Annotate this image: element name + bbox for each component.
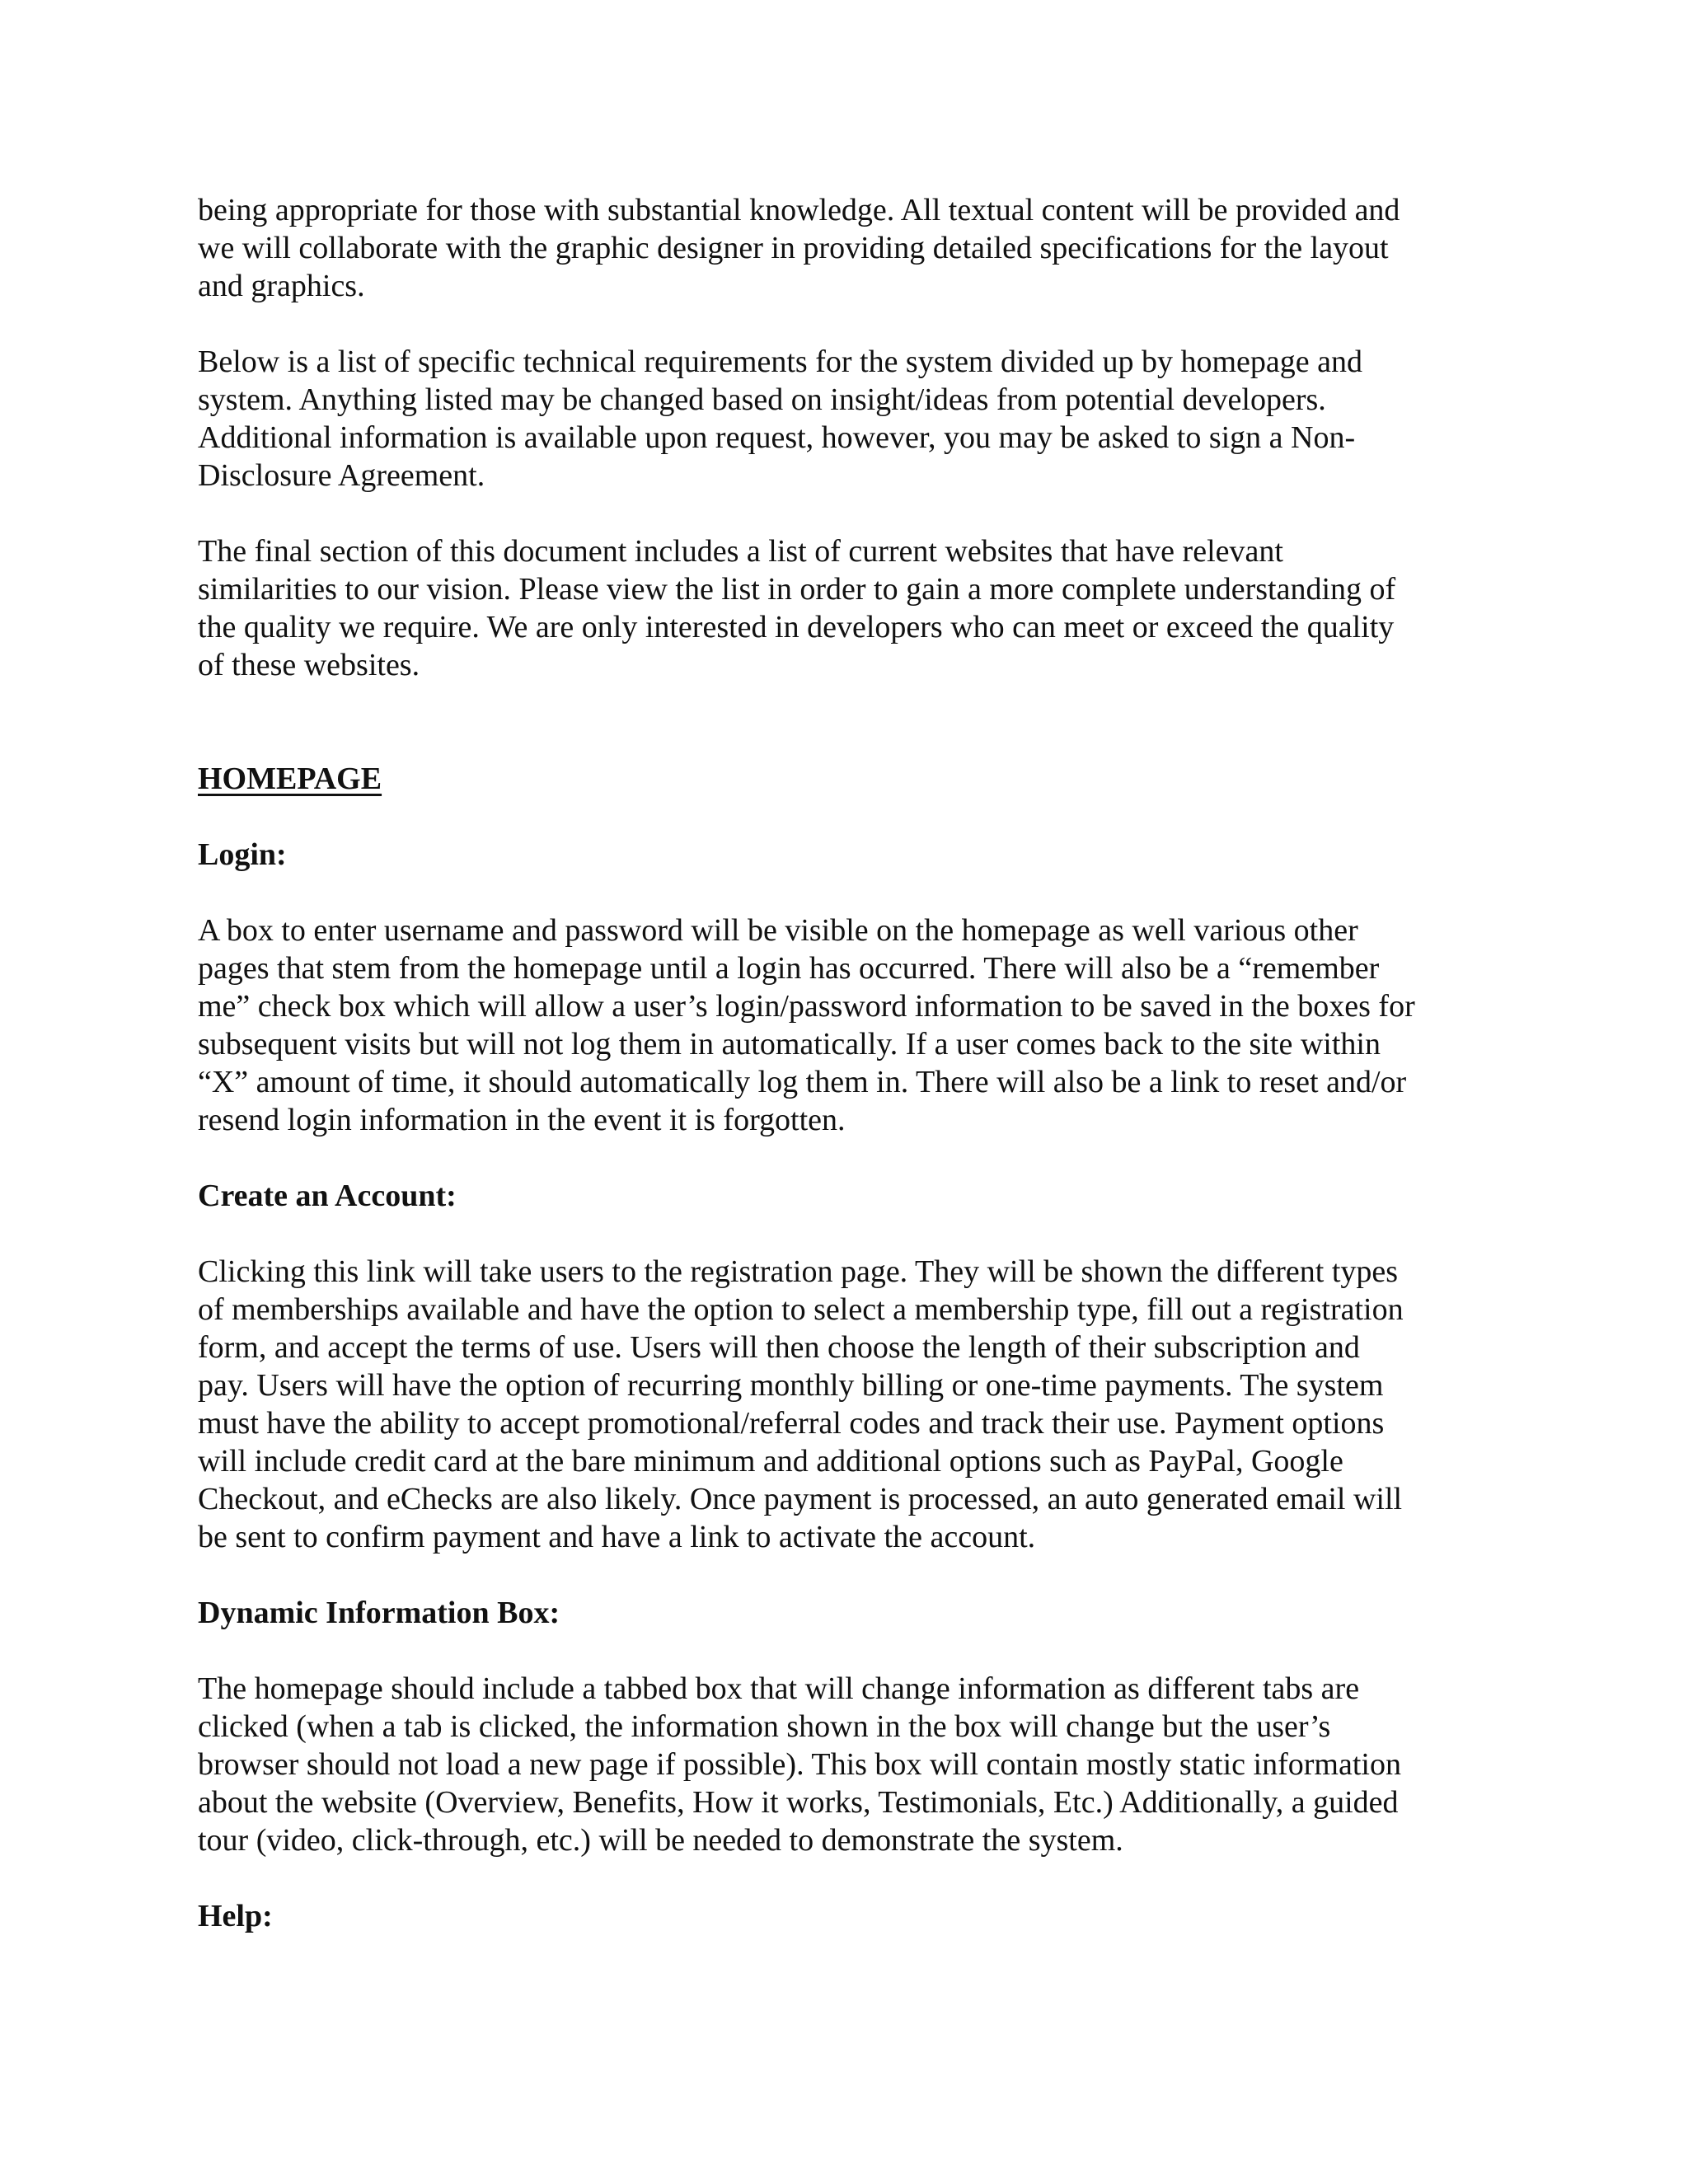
login-paragraph: A box to enter username and password will be visible on the homepage as well various other pages that stem from the homepage until a login has occurred. There will also be a “remember me” check box which will allow a user’s login/password information to be saved in the boxes for subsequent visits but will not log them in automatically. If a user comes back to the site within “X” amount of time, it should automatically log them in. There will also be a link to reset and/or resend login information in the event it is forgotten. [198, 913, 1415, 1137]
intro-paragraph-3: The final section of this document includes a list of current websites that have relevant similarities to our vision. Please view the list in order to gain a more complete understanding of the quality we require. We are only interested in developers who can meet or exceed the quality of these websites. [198, 534, 1396, 682]
homepage-heading: HOMEPAGE [198, 762, 382, 796]
intro-paragraph-2: Below is a list of specific technical requirements for the system divided up by homepage and system. Anything listed may be changed based on insight/ideas from potential developers. Additional information is available upon request, however, you may be asked to sign a Non- Disclosure Agreement. [198, 344, 1362, 493]
intro-paragraph-1: being appropriate for those with substantial knowledge. All textual content will be provided and we will collaborate with the graphic designer in providing detailed specifications for the layout and graphics. [198, 193, 1400, 303]
login-heading: Login: [198, 837, 287, 872]
create-account-paragraph: Clicking this link will take users to the registration page. They will be shown the different types of memberships available and have the option to select a membership type, fill out a registration form, and accept the terms of use. Users will then choose the length of their subscription and pay. Users will have the option of recurring monthly billing or one-time payments. The system must have the ability to accept promotional/referral codes and track their use. Payment options will include credit card at the bare minimum and additional options such as PayPal, Google Checkout, and eChecks are also likely. Once payment is processed, an auto generated email will be sent to confirm payment and have a link to activate the account. [198, 1254, 1404, 1554]
document-page [198, 191, 1517, 1973]
create-account-heading: Create an Account: [198, 1179, 457, 1213]
dynamic-info-box-heading: Dynamic Information Box: [198, 1596, 560, 1630]
help-heading: Help: [198, 1899, 273, 1933]
dynamic-info-box-paragraph: The homepage should include a tabbed box that will change information as different tabs are clicked (when a tab is clicked, the information shown in the box will change but the user’s browser should not load a new page if possible). This box will contain mostly static information about the website (Overview, Benefits, How it works, Testimonials, Etc.) Additionally, a guided tour (video, click-through, etc.) will be needed to demonstrate the system. [198, 1671, 1401, 1858]
